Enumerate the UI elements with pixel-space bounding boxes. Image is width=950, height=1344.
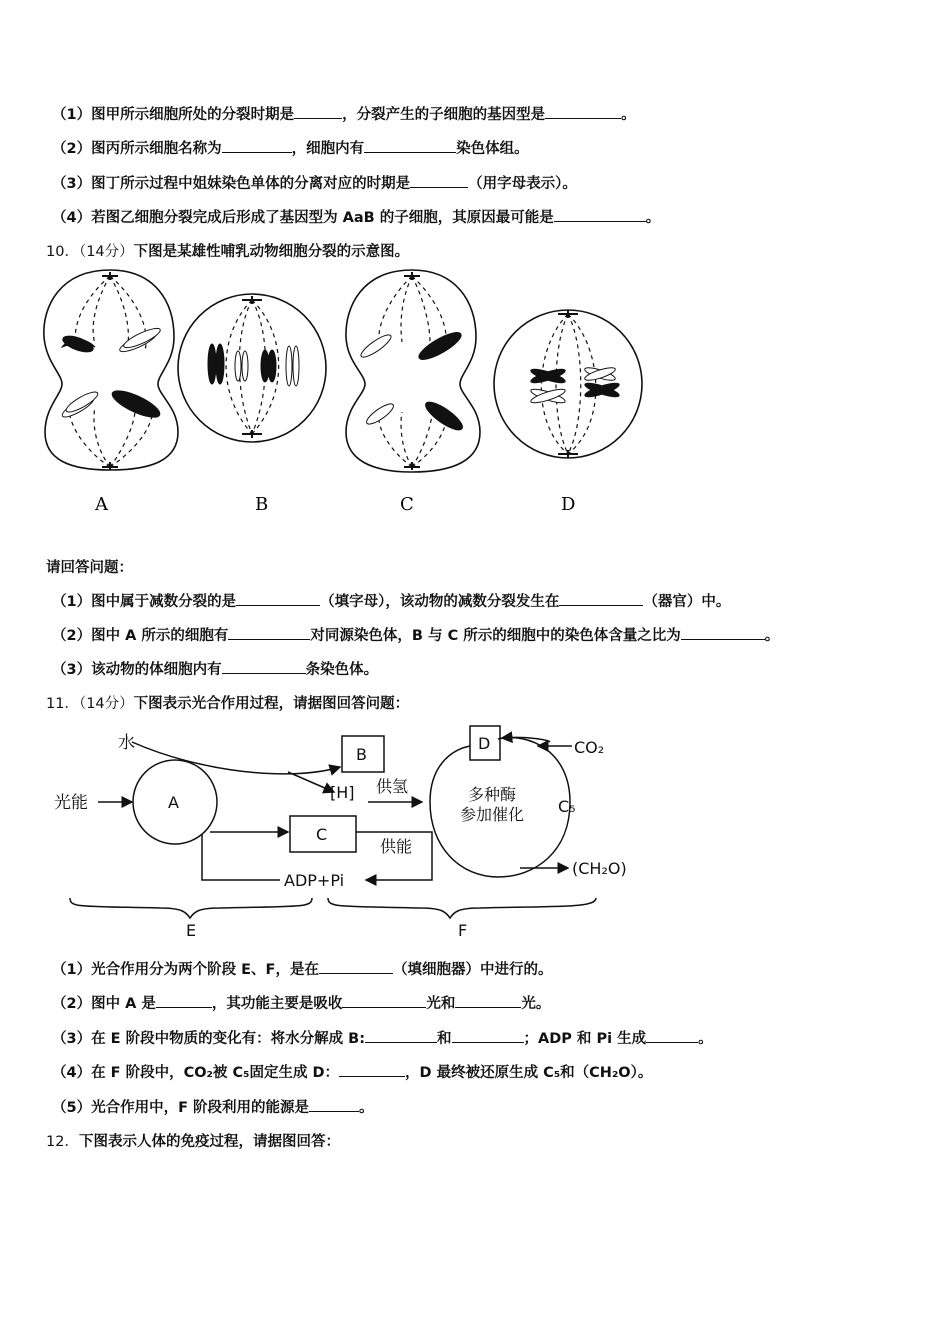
answer-blank[interactable]	[681, 625, 765, 640]
q11-sub5: （5）光合作用中，F 阶段利用的能源是 。	[52, 1096, 374, 1117]
enzyme-label-1: 多种酶	[468, 785, 517, 804]
answer-blank[interactable]	[559, 591, 643, 606]
answer-blank[interactable]	[294, 104, 342, 119]
q10-stem: 10．（14分）下图是某雄性哺乳动物细胞分裂的示意图。	[46, 244, 410, 260]
answer-blank[interactable]	[319, 959, 393, 974]
enzyme-label-2: 参加催化	[460, 805, 525, 824]
q10-sub1: （1）图中属于减数分裂的是 （填字母），该动物的减数分裂发生在 （器官）中。	[52, 590, 730, 611]
answer-blank[interactable]	[156, 993, 212, 1008]
cell-c-membrane	[346, 270, 480, 472]
adp-label: ADP+Pi	[284, 871, 345, 890]
answer-blank[interactable]	[455, 993, 521, 1008]
co2-label: CO₂	[574, 738, 605, 757]
answer-blank[interactable]	[342, 993, 426, 1008]
B-label: B	[356, 745, 367, 764]
answer-blank[interactable]	[364, 138, 456, 153]
answer-blank[interactable]	[222, 659, 306, 674]
answer-blank[interactable]	[646, 1028, 698, 1043]
cell-a-membrane	[44, 270, 178, 470]
q10-sub3: （3）该动物的体细胞内有 条染色体。	[52, 658, 378, 679]
answer-blank[interactable]	[236, 591, 320, 606]
q11-sub1: （1）光合作用分为两个阶段 E、F，是在 （填细胞器）中进行的。	[52, 958, 552, 979]
q9-sub1: （1）图甲所示细胞所处的分裂时期是 ，分裂产生的子细胞的基因型是 。	[52, 103, 636, 124]
answer-blank[interactable]	[410, 173, 468, 188]
label-b: B	[255, 494, 269, 515]
photosynthesis-diagram	[50, 722, 650, 944]
answer-blank[interactable]	[222, 138, 292, 153]
supply-h-label: 供氢	[376, 777, 409, 796]
label-c: C	[400, 494, 414, 515]
c5-label: C₅	[558, 797, 576, 816]
light-label: 光能	[54, 793, 88, 813]
q10-prompt: 请回答问题：	[46, 560, 133, 576]
label-a: A	[95, 494, 108, 515]
q9-sub2: （2）图丙所示细胞名称为 ，细胞内有 染色体组。	[52, 137, 529, 158]
supply-e-label: 供能	[380, 837, 413, 856]
q11-sub4: （4）在 F 阶段中，CO₂被 C₅固定生成 D： ，D 最终被还原生成 C₅和（CH₂O）。	[52, 1061, 652, 1082]
cell-d-membrane	[494, 310, 642, 458]
D-label: D	[478, 734, 491, 753]
answer-blank[interactable]	[554, 207, 646, 222]
answer-blank[interactable]	[545, 104, 621, 119]
H-label: [H]	[330, 783, 355, 802]
answer-blank[interactable]	[365, 1028, 437, 1043]
q10-sub2: （2）图中 A 所示的细胞有 对同源染色体，B 与 C 所示的细胞中的染色体含量之比为 。	[52, 624, 779, 645]
q11-sub2: （2）图中 A 是 ，其功能主要是吸收 光和 光。	[52, 992, 550, 1013]
cell-b-membrane	[178, 294, 326, 442]
q9-sub3: （3）图丁所示过程中姐妹染色单体的分离对应的时期是 （用字母表示）。	[52, 172, 577, 193]
stage-E-label: E	[186, 921, 197, 940]
stage-F-label: F	[458, 921, 468, 940]
answer-blank[interactable]	[228, 625, 310, 640]
water-label: 水	[118, 733, 135, 753]
answer-blank[interactable]	[452, 1028, 524, 1043]
answer-blank[interactable]	[339, 1062, 405, 1077]
label-d: D	[561, 494, 576, 515]
cell-division-figure	[40, 262, 660, 522]
C-label: C	[316, 825, 328, 844]
q12-stem: 12．下图表示人体的免疫过程，请据图回答：	[46, 1134, 340, 1150]
A-label: A	[168, 793, 179, 812]
q11-stem: 11．（14分）下图表示光合作用过程，请据图回答问题：	[46, 696, 410, 712]
answer-blank[interactable]	[309, 1097, 359, 1112]
q11-sub3: （3）在 E 阶段中物质的变化有：将水分解成 B: 和 ；ADP 和 Pi 生成 。	[52, 1027, 713, 1048]
q9-sub4: （4）若图乙细胞分裂完成后形成了基因型为 AaB 的子细胞，其原因最可能是 。	[52, 206, 660, 227]
ch2o-label: (CH₂O)	[572, 859, 627, 878]
